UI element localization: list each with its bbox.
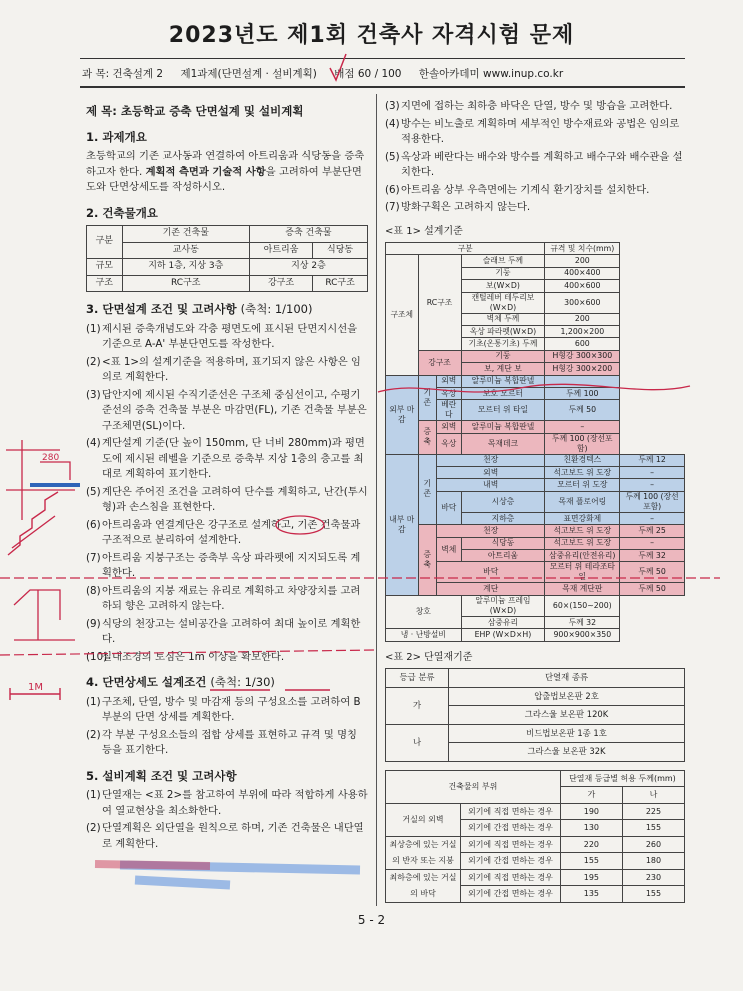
item-number: (5) — [385, 150, 400, 163]
table-cell: – — [545, 421, 620, 433]
table-cell: 두께 32 — [620, 550, 685, 562]
table-cell: 규모 — [87, 259, 123, 276]
table-cell: 155 — [622, 886, 684, 903]
table-cell: 두께 12 — [620, 454, 685, 466]
table-cell: 보, 계단 보 — [461, 363, 545, 375]
table-cell: 알루미늄 복합판넬 — [461, 375, 545, 387]
table-cell: 석고보드 위 도장 — [545, 525, 620, 537]
table-cell: 보(W×D) — [461, 280, 545, 292]
table-cell: RC구조 — [418, 255, 461, 350]
problem-title: 제 목: 초등학교 증축 단면설계 및 설비계획 — [86, 104, 304, 118]
item-number: (4) — [385, 117, 400, 130]
table-cell: 슬래브 두께 — [461, 255, 545, 267]
table-cell: 외기에 직접 면하는 경우 — [461, 869, 561, 886]
pen-mark-roof-sketch — [14, 590, 75, 640]
table-cell: 195 — [560, 869, 622, 886]
table-cell: 외벽 — [437, 421, 462, 433]
table-cell: 단열재 등급별 허용 두께(mm) — [560, 770, 684, 787]
s1-text-b: 을 고려하여 부분단면도와 단면상세도를 작성하시오. — [86, 165, 362, 193]
table-cell: 모르터 위 테라조타일 — [545, 562, 620, 583]
item-text: 실내조경의 토심은 1m 이상을 확보한다. — [102, 650, 285, 663]
item-number: (2) — [86, 728, 101, 741]
table-cell: 400×600 — [545, 280, 620, 292]
table-cell: 기둥 — [461, 267, 545, 279]
table-cell: 220 — [560, 836, 622, 853]
table-cell: 최상층에 있는 거실의 반자 또는 지붕 — [386, 836, 461, 869]
publisher-label: 한솔아카데미 www.inup.co.kr — [418, 68, 564, 80]
table-cell: – — [620, 467, 685, 479]
handwritten-note-1m: 1M — [28, 682, 43, 693]
table-cell: 목재데크 — [461, 433, 545, 454]
table-cell: 삼중유리 — [461, 616, 545, 628]
table-cell: 두께 32 — [545, 616, 620, 628]
item-number: (6) — [385, 183, 400, 196]
section-5-heading: 5. 설비계획 조건 및 고려사항 — [86, 768, 237, 783]
table-cell: – — [620, 479, 685, 491]
pen-mark-section-sketch — [6, 440, 75, 520]
item-number: (7) — [385, 201, 400, 213]
item-text: 방화구획은 고려하지 않는다. — [401, 201, 531, 213]
item-number: (5) — [86, 485, 101, 498]
section-1-heading: 1. 과제개요 — [86, 129, 147, 144]
table-cell: EHP (W×D×H) — [461, 629, 545, 641]
s3-heading-text: 3. 단면설계 조건 및 고려사항 — [86, 302, 237, 316]
item-text: <표 1>의 설계기준을 적용하며, 표기되지 않은 사항은 임의로 계획한다. — [102, 355, 361, 383]
table-cell: 알루미늄 복합판넬 — [461, 421, 545, 433]
table-cell: 외기에 간접 면하는 경우 — [461, 886, 561, 903]
table-cell: 증축 건축물 — [249, 226, 367, 243]
table-cell: 벽체 — [437, 537, 462, 562]
table-cell: 증축 — [418, 525, 437, 596]
table-cell: 두께 100 (장선포함) — [620, 491, 685, 512]
table-cell: 지하층 — [461, 512, 545, 524]
table-cell: 기존 — [418, 454, 437, 525]
table-cell: 130 — [560, 820, 622, 837]
table-cell: 건축물의 부위 — [386, 770, 561, 803]
table-cell: 두께 100 (장선포함) — [545, 433, 620, 454]
table-cell: 캔틸레버 테두리보(W×D) — [461, 292, 545, 313]
table-cell: 기존 건축물 — [122, 226, 249, 243]
table-cell: 135 — [560, 886, 622, 903]
table-cell: 압출법보온판 2호 — [449, 687, 685, 706]
table-cell: 외벽 — [437, 467, 545, 479]
table-cell: 내벽 — [437, 479, 545, 491]
item-text: 답안지에 제시된 수직기준선은 구조체 중심선이고, 수평기준선의 증축 건축물 부분은 마감면(FL), 기존 건축물 부분은 구조체면(SL)이다. — [102, 388, 367, 432]
table-cell: 두께 50 — [545, 400, 620, 421]
table-cell: 180 — [622, 853, 684, 870]
table-cell: 가 — [560, 787, 622, 804]
table-cell: H형강 300×200 — [545, 363, 620, 375]
table-cell: 등급 분류 — [386, 669, 449, 688]
table-cell: 거실의 외벽 — [386, 803, 461, 836]
table-cell: 보호 모르터 — [461, 387, 545, 399]
table-cell: 지상 2층 — [249, 259, 367, 276]
table-cell: 식당동 — [313, 242, 368, 259]
item-number: (7) — [86, 551, 101, 564]
table-cell: 400×400 — [545, 267, 620, 279]
table-cell: 목재 계단판 — [545, 583, 620, 595]
task-label: 제1과제(단면설계 · 설비계획) — [180, 68, 317, 80]
table-cell: 바닥 — [437, 491, 462, 524]
table-cell: 옥상 — [437, 387, 462, 399]
pen-mark-checkmark — [330, 54, 346, 80]
item-text: 구조체, 단열, 방수 및 마감재 등의 구성요소를 고려하여 B부분의 단면 상세를 계획한다. — [102, 695, 361, 723]
item-text: 아트리움과 연결계단은 강구조로 설계하고, 기존 건축물과 구조적으로 분리하여 설계한다. — [102, 518, 361, 546]
item-number: (6) — [86, 518, 101, 531]
s1-text-bold: 계획적 측면과 기술적 사항 — [145, 165, 266, 178]
table-cell: 모르터 위 타일 — [461, 400, 545, 421]
table-cell: 200 — [545, 313, 620, 325]
exam-title: 2023년도 제1회 건축사 자격시험 문제 — [168, 23, 575, 48]
item-text: 제시된 증축개념도와 각층 평면도에 표시된 단면지시선을 기준으로 A-A' 부분단면도를 작성한다. — [102, 322, 358, 350]
table-cell: 석고보드 위 도장 — [545, 467, 620, 479]
table-cell: 260 — [622, 836, 684, 853]
item-number: (3) — [86, 388, 101, 401]
table-cell: 900×900×350 — [545, 629, 620, 641]
table-cell: 외기에 직접 면하는 경우 — [461, 836, 561, 853]
table-cell: 155 — [560, 853, 622, 870]
table-cell: 강구조 — [249, 275, 312, 292]
pen-mark-red-highlight — [95, 864, 210, 866]
item-number: (1) — [86, 322, 101, 335]
table-cell: 표면강화제 — [545, 512, 620, 524]
item-number: (2) — [86, 822, 101, 834]
table-cell: 구분 — [87, 226, 123, 259]
table-cell: 구조체 — [386, 255, 419, 375]
table-cell: 구조 — [87, 275, 123, 292]
pen-mark-dashed-line-2 — [0, 650, 376, 655]
table-cell: 외벽 — [437, 375, 462, 387]
table-cell: 벽체 두께 — [461, 313, 545, 325]
table-cell: 두께 50 — [620, 562, 685, 583]
table-cell: 225 — [622, 803, 684, 820]
table-cell: 아트리움 — [249, 242, 312, 259]
table-cell: 외기에 간접 면하는 경우 — [461, 820, 561, 837]
table-cell: 190 — [560, 803, 622, 820]
table-cell: 강구조 — [418, 350, 461, 375]
table-cell: 그라스울 보온판 32K — [449, 743, 685, 762]
item-text: 각 부분 구성요소들의 접합 상세를 표현하고 규격 및 명칭 등을 표기한다. — [102, 728, 357, 756]
item-number: (8) — [86, 584, 101, 597]
table-cell: 구분 — [386, 243, 545, 255]
table-cell: 옥상 — [437, 433, 462, 454]
pen-mark-circle — [276, 516, 324, 534]
table-cell: 아트리움 — [461, 550, 545, 562]
subject-label: 과 목: 건축설계 2 — [82, 68, 164, 80]
table-cell: 목재 플로어링 — [545, 491, 620, 512]
s4-heading-text: 4. 단면상세도 설계조건 — [86, 675, 207, 689]
section-2-heading: 2. 건축물개요 — [86, 205, 158, 220]
table-cell: 바닥 — [437, 562, 545, 583]
table-cell: 계단 — [437, 583, 545, 595]
table-cell: 비드법보온판 1종 1호 — [449, 724, 685, 743]
table-cell: 나 — [622, 787, 684, 804]
table-cell: 60×(150~200) — [545, 595, 620, 616]
table-cell: 창호 — [386, 595, 462, 628]
s3-scale-note: (축척: 1/100) — [240, 302, 313, 316]
item-number: (10) — [86, 650, 108, 663]
table-cell: 단열재 종류 — [449, 669, 685, 688]
table-cell: – — [620, 537, 685, 549]
table-cell: 두께 100 — [545, 387, 620, 399]
table1-caption: <표 1> 설계기준 — [385, 225, 463, 237]
s1-text-a: 초등학교의 기존 교사동과 연결하여 아트리움과 식당동을 증축하고자 한다. — [86, 150, 365, 178]
table-cell: 그라스울 보온판 120K — [449, 706, 685, 725]
item-text: 아트리움 상부 우측면에는 기계식 환기장치를 설치한다. — [401, 183, 650, 196]
item-text: 옥상과 베란다는 배수와 방수를 계획하고 배수구와 배수관을 설치한다. — [401, 150, 683, 178]
handwritten-note-280: 280 — [42, 453, 60, 463]
table-cell: 200 — [545, 255, 620, 267]
table-cell: 옥상 파라펫(W×D) — [461, 325, 545, 337]
item-text: 식당의 천장고는 설비공간을 고려하여 최대 높이로 계획한다. — [102, 617, 361, 645]
table-cell: 1,200×200 — [545, 325, 620, 337]
table-cell: 친환경텍스 — [545, 454, 620, 466]
table-cell: 300×600 — [545, 292, 620, 313]
item-text: 아트리움의 지붕 재료는 유리로 계획하고 차양장치를 고려하되 향은 고려하지 않는다. — [102, 584, 361, 612]
item-number: (4) — [86, 437, 101, 449]
table-cell: 외기에 간접 면하는 경우 — [461, 853, 561, 870]
table-cell: – — [620, 512, 685, 524]
table-cell: H형강 300×300 — [545, 350, 620, 362]
table-cell: 천장 — [437, 454, 545, 466]
pen-mark-wave — [378, 384, 690, 392]
table-cell: 지하 1층, 지상 3층 — [122, 259, 249, 276]
table-cell: 외부 마감 — [386, 375, 419, 454]
table-cell: 가 — [386, 687, 449, 724]
item-text: 단열재는 <표 2>를 참고하여 부위에 따라 적합하게 사용하여 열교현상을 최소화한다. — [102, 789, 368, 817]
table-cell: 증축 — [418, 421, 437, 454]
table-cell: 삼중유리(안전유리) — [545, 550, 620, 562]
table-cell: 석고보드 위 도장 — [545, 537, 620, 549]
item-text: 계단은 주어진 조건을 고려하여 단수를 계획하고, 난간(투시형)과 손스침을 표현한다. — [102, 485, 368, 513]
pen-mark-staircase — [8, 492, 58, 555]
table-cell: 냉 · 난방설비 — [386, 629, 462, 641]
table-cell: RC구조 — [313, 275, 368, 292]
s4-scale-note: (축척: 1/30) — [210, 675, 275, 689]
table-cell: 시상층 — [461, 491, 545, 512]
table-cell: 식당동 — [461, 537, 545, 549]
table-cell: 600 — [545, 338, 620, 350]
item-number: (1) — [86, 695, 101, 708]
item-number: (9) — [86, 617, 101, 630]
table-cell: 230 — [622, 869, 684, 886]
item-text: 단열계획은 외단열을 원칙으로 하며, 기존 건축물은 내단열로 계획한다. — [102, 822, 364, 850]
table-cell: 교사동 — [122, 242, 249, 259]
table-cell: 베란다 — [437, 400, 462, 421]
table-cell: 기존 — [418, 375, 437, 421]
page-number: 5 - 2 — [357, 913, 386, 927]
table2-caption: <표 2> 단열재기준 — [385, 651, 473, 663]
table-cell: 모르터 위 도장 — [545, 479, 620, 491]
item-text: 아트리움 지붕구조는 증축부 옥상 파라펫에 지지되도록 계획한다. — [102, 551, 361, 579]
table-cell: 규격 및 치수(mm) — [545, 243, 620, 255]
table-cell: 최하층에 있는 거실의 바닥 — [386, 869, 461, 902]
table-cell: 두께 50 — [620, 583, 685, 595]
table-cell: 나 — [386, 724, 449, 761]
table-cell: 기초(온통기초) 두께 — [461, 338, 545, 350]
table-cell: 외기에 직접 면하는 경우 — [461, 803, 561, 820]
item-text: 지면에 접하는 최하층 바닥은 단열, 방수 및 방습을 고려한다. — [401, 100, 673, 112]
item-number: (2) — [86, 355, 101, 368]
item-number: (1) — [86, 789, 101, 801]
table-cell: 알루미늄 프레임(W×D) — [461, 595, 545, 616]
item-number: (3) — [385, 100, 400, 112]
table-cell: RC구조 — [122, 275, 249, 292]
table-cell: 155 — [622, 820, 684, 837]
table-cell: 기둥 — [461, 350, 545, 362]
table-cell: 두께 25 — [620, 525, 685, 537]
score-label: 배점 60 / 100 — [334, 68, 402, 80]
table-cell: 천장 — [437, 525, 545, 537]
item-text: 방수는 비노출로 계획하며 세부적인 방수재료와 공법은 임의로 적용한다. — [401, 117, 680, 145]
item-text: 계단설계 기준(단 높이 150mm, 단 너비 280mm)과 평면도에 제시된 레벨을 기준으로 증축부 지상 1층의 층고를 최대로 계획하여 표기한다. — [102, 437, 365, 480]
table-cell: 내부 마감 — [386, 454, 419, 595]
